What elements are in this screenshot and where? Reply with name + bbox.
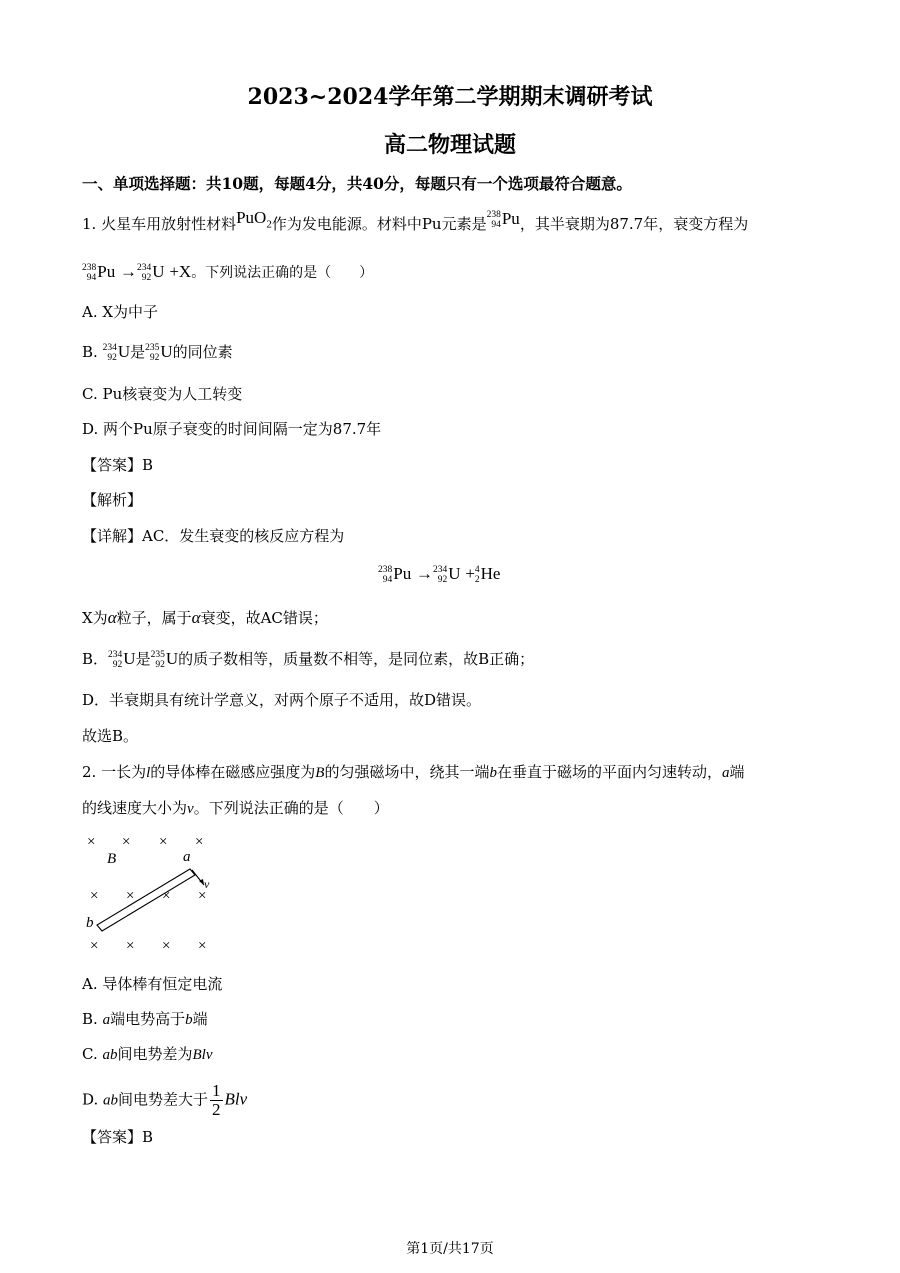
exam-subtitle: 高二物理试题 [383, 132, 516, 158]
q2-option-a: A. 导体棒有恒定电流 [82, 975, 223, 993]
q1-answer: 【答案】B [82, 456, 154, 474]
q1-stem-line2: 238 94 Pu → 234 92 U +X。下列说法正确的是（ ） [82, 262, 374, 283]
field-cross: × [162, 888, 171, 904]
field-cross: × [90, 938, 99, 954]
q1-analysis-label: 【解析】 [82, 491, 143, 509]
q2-stem-line1: 2. 一长为l的导体棒在磁感应强度为B的匀强磁场中，绕其一端b在垂直于磁场的平面内匀速转动，a端 [82, 763, 745, 781]
q1-d-explanation: D．半衰期具有统计学意义，对两个原子不适用，故D错误。 [82, 691, 482, 709]
field-cross: × [87, 834, 96, 850]
label-a: a [183, 849, 191, 865]
q1-stem-line1: 1. 火星车用放射性材料PuO$_2$作为发电能源。材料中Pu元素是 238 94 Pu，其半衰期为87.7年，衰变方程为 [82, 208, 749, 233]
label-B: B [107, 851, 117, 867]
field-cross: × [198, 888, 207, 904]
field-cross: × [162, 938, 171, 954]
q1-reaction-equation: 238 94 Pu → 234 92 U + 4 2 He [378, 564, 501, 585]
field-cross: × [126, 938, 135, 954]
q1-detail: 【详解】AC．发生衰变的核反应方程为 [82, 527, 345, 545]
q2-option-b: B. a端电势高于b端 [82, 1010, 208, 1028]
field-cross: × [195, 834, 204, 850]
q2-answer: 【答案】B [82, 1128, 154, 1146]
q1-option-a: A. X为中子 [82, 303, 159, 321]
q1-x-explanation: X为α粒子，属于α衰变，故AC错误； [82, 608, 328, 627]
q1-option-d: D. 两个Pu原子衰变的时间间隔一定为87.7年 [82, 420, 382, 438]
label-v: v [204, 877, 210, 891]
field-cross: × [90, 888, 99, 904]
rotating-rod-diagram [82, 828, 232, 958]
page-footer: 第1页/共17页 [406, 1241, 494, 1257]
label-b: b [86, 915, 94, 931]
field-cross: × [126, 888, 135, 904]
conductor-rod [97, 869, 195, 931]
field-cross: × [122, 834, 131, 850]
section-heading: 一、单项选择题：共10题，每题4分，共40分，每题只有一个选项最符合题意。 [82, 174, 632, 193]
q2-stem-line2: 的线速度大小为v。下列说法正确的是（ ） [82, 799, 389, 817]
field-cross: × [198, 938, 207, 954]
q1-option-b: B. 234 92 U是 235 92 U的同位素 [82, 342, 233, 363]
q1-b-explanation: B． 234 92 U是 235 92 U的质子数相等，质量数不相等，是同位素，故B正确； [82, 649, 535, 670]
fraction-one-half: $\frac{1}{2}$ [212, 1081, 221, 1119]
q1-option-c: C. Pu核衰变为人工转变 [82, 385, 243, 403]
field-cross: × [159, 834, 168, 850]
q2-option-d: D. ab间电势差大于 $\frac{1}{2}$ Blv [82, 1081, 248, 1119]
q1-conclusion: 故选B。 [82, 727, 139, 745]
q2-option-c: C. ab间电势差为Blv [82, 1045, 213, 1063]
exam-title: 2023~2024学年第二学期期末调研考试 [247, 84, 653, 110]
